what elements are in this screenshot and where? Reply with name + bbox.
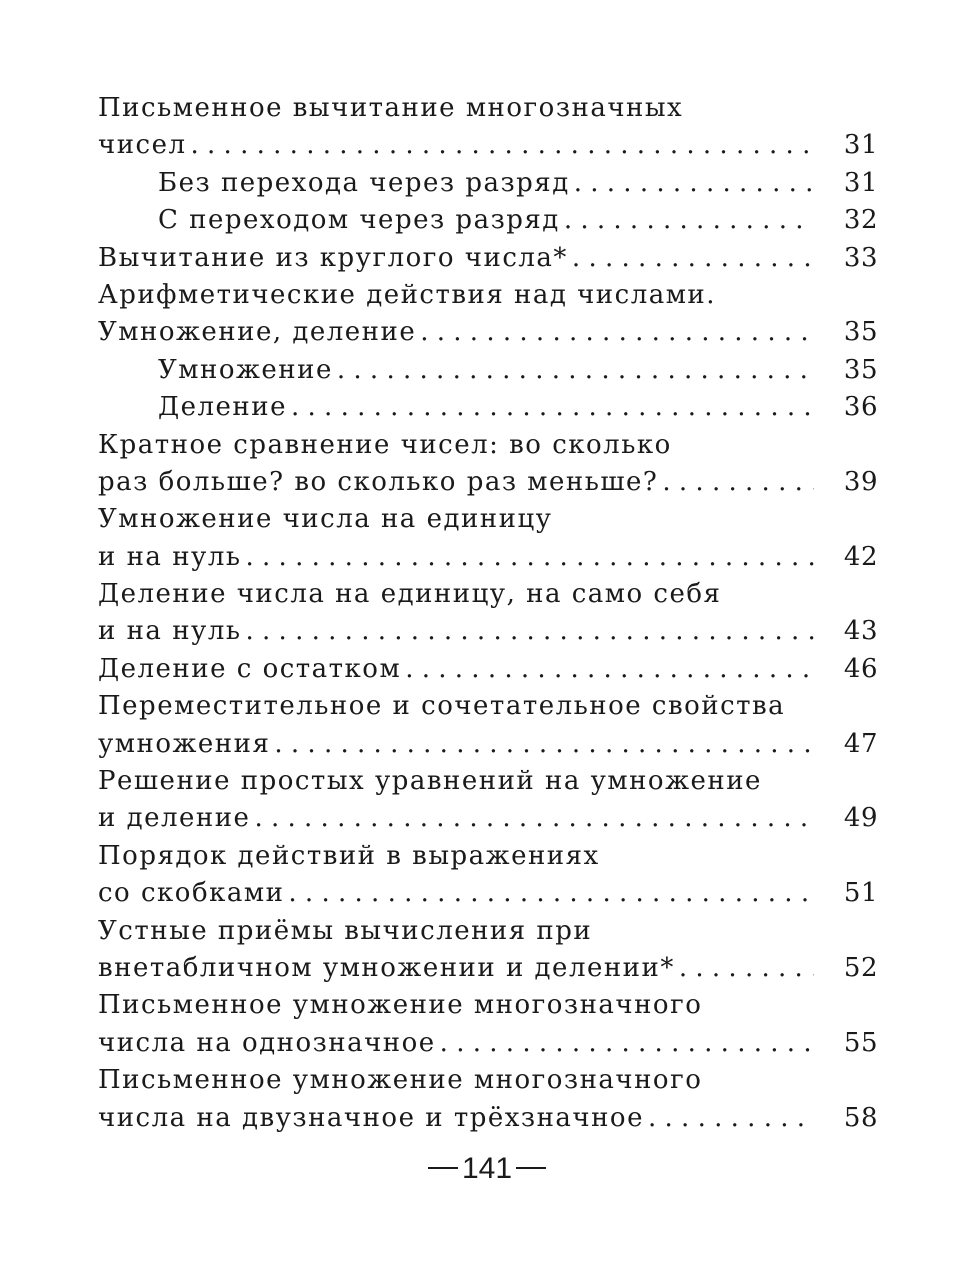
toc-line bbox=[98, 1025, 878, 1062]
toc-entry-title: Письменное умножение многозначного bbox=[98, 1065, 703, 1096]
toc-entry-title: внетабличном умножении и делении* bbox=[98, 952, 675, 983]
toc-page-number: 39 bbox=[843, 466, 878, 497]
dot-leader bbox=[572, 240, 814, 277]
toc-entry-title: Переместительное и сочетательное свойства bbox=[98, 691, 786, 722]
toc-entry-title: умножения bbox=[98, 728, 271, 759]
toc-entry-title: Деление числа на единицу, на само себя bbox=[98, 579, 722, 610]
toc-line bbox=[98, 464, 878, 501]
toc-line bbox=[98, 875, 878, 912]
toc-entry-title: Письменное умножение многозначного bbox=[98, 990, 703, 1021]
toc-page-number: 49 bbox=[843, 803, 878, 834]
dot-leader bbox=[574, 165, 814, 202]
toc-line bbox=[98, 576, 878, 613]
toc-page-number: 31 bbox=[843, 167, 878, 198]
dot-leader bbox=[564, 202, 814, 239]
toc-line bbox=[98, 389, 878, 426]
toc-line bbox=[98, 838, 878, 875]
toc-page-number: 47 bbox=[843, 728, 878, 759]
dash-left bbox=[428, 1167, 458, 1169]
page-footer bbox=[0, 1152, 974, 1186]
toc-page-number: 43 bbox=[843, 616, 878, 647]
toc-entry-title: числа на двузначное и трёхзначное bbox=[98, 1102, 644, 1133]
dot-leader bbox=[291, 389, 814, 426]
toc-line bbox=[98, 763, 878, 800]
toc-page-number: 35 bbox=[843, 354, 878, 385]
toc-line bbox=[98, 726, 878, 763]
dot-leader bbox=[662, 464, 814, 501]
toc-entry-title: и на нуль bbox=[98, 541, 242, 572]
page-number: 141 bbox=[461, 1152, 513, 1185]
dot-leader bbox=[648, 1100, 814, 1137]
toc-entry-title: раз больше? во сколько раз меньше? bbox=[98, 466, 659, 497]
toc-page-number: 32 bbox=[843, 205, 878, 236]
toc-line bbox=[98, 651, 878, 688]
toc-entry-title: Умножение, деление bbox=[98, 317, 417, 348]
toc-page-number: 52 bbox=[843, 952, 878, 983]
toc-line bbox=[98, 240, 878, 277]
dot-leader bbox=[405, 651, 814, 688]
toc-entry-title: и деление bbox=[98, 803, 251, 834]
toc-page-number: 31 bbox=[843, 130, 878, 161]
dot-leader bbox=[246, 613, 815, 650]
toc-entry-title: Решение простых уравнений на умножение bbox=[98, 766, 762, 797]
toc-line bbox=[98, 950, 878, 987]
dot-leader bbox=[679, 950, 814, 987]
toc-entry-title: Деление bbox=[158, 392, 287, 423]
dot-leader bbox=[274, 726, 814, 763]
toc-entry-title: Арифметические действия над числами. bbox=[98, 279, 717, 310]
toc-line bbox=[98, 613, 878, 650]
toc-line bbox=[98, 800, 878, 837]
toc-page-number: 55 bbox=[843, 1027, 878, 1058]
toc-entry-title: чисел bbox=[98, 130, 187, 161]
toc-line bbox=[98, 913, 878, 950]
dot-leader bbox=[254, 800, 814, 837]
toc-line bbox=[98, 1062, 878, 1099]
toc-entry-title: Вычитание из круглого числа* bbox=[98, 242, 568, 273]
toc-line bbox=[98, 1100, 878, 1137]
toc-entry-title: Устные приёмы вычисления при bbox=[98, 915, 593, 946]
toc-line bbox=[98, 688, 878, 725]
toc-entry-title: Умножение bbox=[158, 354, 333, 385]
toc-entry-title: Умножение числа на единицу bbox=[98, 504, 553, 535]
toc-page-number: 36 bbox=[843, 392, 878, 423]
toc-line bbox=[98, 90, 878, 127]
dot-leader bbox=[440, 1025, 814, 1062]
toc-entry-title: Деление с остатком bbox=[98, 653, 402, 684]
toc-page-number: 33 bbox=[843, 242, 878, 273]
dot-leader bbox=[337, 352, 814, 389]
dash-right bbox=[516, 1167, 546, 1169]
toc-entry-title: Порядок действий в выражениях bbox=[98, 840, 600, 871]
toc-line bbox=[98, 314, 878, 351]
toc-line bbox=[98, 277, 878, 314]
toc-line bbox=[98, 202, 878, 239]
toc-page-number: 51 bbox=[843, 878, 878, 909]
toc-page-number: 58 bbox=[843, 1102, 878, 1133]
toc-entry-title: числа на однозначное bbox=[98, 1027, 436, 1058]
toc-entry-title: Без перехода через разряд bbox=[158, 167, 570, 198]
dot-leader bbox=[420, 314, 814, 351]
toc-line bbox=[98, 987, 878, 1024]
toc-page-number: 42 bbox=[843, 541, 878, 572]
table-of-contents bbox=[98, 90, 878, 1137]
toc-page-number: 35 bbox=[843, 317, 878, 348]
toc-entry-title: С переходом через разряд bbox=[158, 205, 560, 236]
toc-line bbox=[98, 352, 878, 389]
toc-line bbox=[98, 539, 878, 576]
toc-entry-title: и на нуль bbox=[98, 616, 242, 647]
toc-line bbox=[98, 165, 878, 202]
toc-line bbox=[98, 427, 878, 464]
toc-line bbox=[98, 127, 878, 164]
toc-entry-title: Кратное сравнение чисел: во сколько bbox=[98, 429, 672, 460]
dot-leader bbox=[288, 875, 814, 912]
toc-entry-title: Письменное вычитание многозначных bbox=[98, 93, 684, 123]
toc-line bbox=[98, 501, 878, 538]
toc-page-number: 46 bbox=[843, 653, 878, 684]
dot-leader bbox=[190, 127, 814, 164]
dot-leader bbox=[246, 539, 815, 576]
toc-entry-title: со скобками bbox=[98, 878, 285, 909]
